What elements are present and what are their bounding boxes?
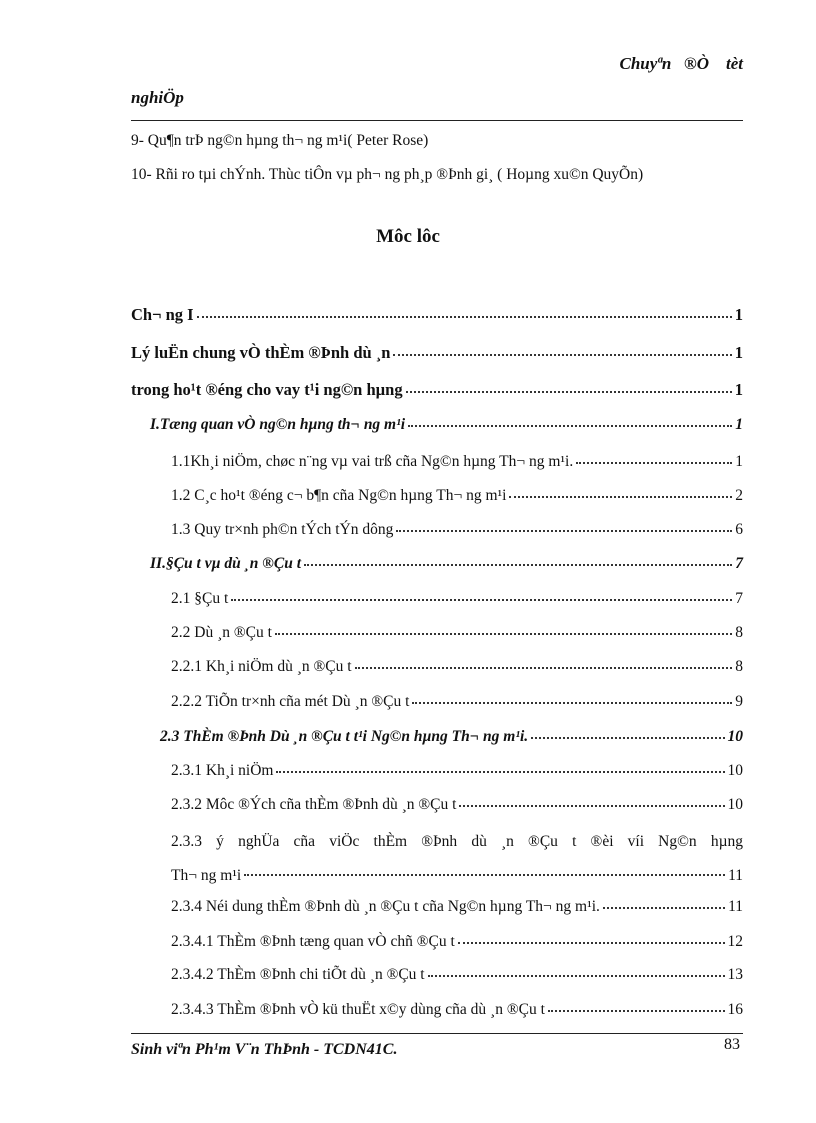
dot-leader [304, 548, 732, 566]
toc-entry-title: 2.3.4.3 ThÈm ®Þnh vÒ kü thuËt x©y dùng cña dù ¸n ®Çu t [171, 1000, 545, 1018]
toc-page-number: 7 [735, 589, 743, 607]
toc-entry[interactable] [171, 928, 743, 954]
reference-item: 9- Qu¶n trÞ ng©n hµng th¬ ng m¹i( Peter Rose) [131, 132, 429, 149]
toc-entry[interactable] [131, 339, 743, 365]
toc-entry[interactable] [171, 961, 743, 987]
toc-entry[interactable] [171, 791, 743, 817]
toc-page-number: 10 [727, 795, 743, 813]
footer-author: Sinh viªn Ph¹m V¨n ThÞnh - TCDN41C. [131, 1041, 398, 1058]
reference-item: 10- Rñi ro tµi chÝnh. Thùc tiÔn vµ ph¬ ng ph¸p ®Þnh gi¸ ( Hoµng xu©n QuyÕn) [131, 166, 644, 183]
page-number: 83 [724, 1036, 740, 1053]
toc-entry[interactable] [131, 376, 743, 402]
toc-page-number: 7 [735, 554, 743, 572]
header-rule [131, 120, 743, 121]
toc-entry-title: I.Tæng quan vÒ ng©n hµng th¬ ng m¹i [150, 415, 406, 433]
toc-entry-title: 2.2.2 TiÕn tr×nh cña mét Dù ¸n ®Çu t [171, 692, 410, 710]
dot-leader [396, 514, 732, 532]
toc-entry-title: 2.3.1 Kh¸i niÖm [171, 761, 274, 779]
toc-entry[interactable] [171, 825, 743, 893]
toc-page-number: 1 [734, 379, 743, 399]
toc-page-number: 10 [727, 761, 743, 779]
dot-leader [355, 651, 733, 669]
toc-entry[interactable] [171, 516, 743, 542]
toc-entry[interactable] [171, 688, 743, 714]
toc-entry[interactable] [171, 757, 743, 783]
toc-entry-title: 2.3.2 Môc ®Ých cña thÈm ®Þnh dù ¸n ®Çu t [171, 795, 457, 813]
toc-entry-title: 1.2 C¸c ho¹t ®éng c¬ b¶n cña Ng©n hµng Th¬ ng m¹i [171, 486, 507, 504]
toc-page-number: 8 [735, 657, 743, 675]
toc-entry[interactable] [171, 482, 743, 508]
toc-entry-title: Lý luËn chung vÒ thÈm ®Þnh dù ¸n [131, 342, 391, 362]
toc-page-number: 13 [727, 965, 743, 983]
toc-entry-title: 2.2.1 Kh¸i niÖm dù ¸n ®Çu t [171, 657, 352, 675]
toc-entry[interactable] [171, 585, 743, 611]
toc-entry-title: 2.3.4.2 ThÈm ®Þnh chi tiÕt dù ¸n ®Çu t [171, 965, 425, 983]
dot-leader [548, 994, 725, 1012]
toc-entry-title: trong ho¹t ®éng cho vay t¹i ng©n hµng [131, 379, 403, 399]
toc-entry[interactable] [160, 723, 743, 749]
dot-leader [276, 755, 724, 773]
dot-leader [459, 789, 724, 807]
toc-entry-title: II.§Çu t vµ dù ¸n ®Çu t [150, 554, 302, 572]
toc-entry[interactable] [150, 550, 743, 576]
toc-entry-title: 1.3 Quy tr×nh ph©n tÝch tÝn dông [171, 520, 394, 538]
toc-page-number: 11 [728, 867, 743, 884]
dot-leader [509, 480, 732, 498]
toc-entry-title: Ch¬ ng I [131, 304, 194, 324]
toc-entry[interactable] [171, 893, 743, 919]
dot-leader [275, 617, 732, 635]
toc-page-number: 2 [735, 486, 743, 504]
toc-entry-title: 2.3.3 ý nghÜa cña viÖc thÈm ®Þnh dù ¸n ®Çu t ®èi víi Ng©n hµng [171, 833, 743, 850]
header-title-right: Chuyªn ®Ò tèt [619, 54, 743, 73]
toc-entry-title: 1.1Kh¸i niÖm, chøc n¨ng vµ vai trß cña Ng©n hµng Th¬ ng m¹i. [171, 452, 574, 470]
toc-entry-title: 2.3.4.1 ThÈm ®Þnh tæng quan vÒ chñ ®Çu t [171, 932, 455, 950]
dot-leader [412, 686, 732, 704]
toc-page-number: 16 [727, 1000, 743, 1018]
toc-entry-title-continued: Th¬ ng m¹i [171, 867, 242, 884]
toc-entry[interactable] [131, 301, 743, 327]
toc-entry-title: 2.3.4 Néi dung thÈm ®Þnh dù ¸n ®Çu t cña Ng©n hµng Th¬ ng m¹i. [171, 897, 600, 915]
toc-entry-title: 2.1 §Çu t [171, 589, 229, 607]
dot-leader [576, 446, 732, 464]
dot-leader [406, 374, 732, 393]
toc-entry[interactable] [171, 996, 743, 1022]
dot-leader [531, 721, 724, 739]
toc-heading: Môc lôc [376, 226, 440, 247]
toc-page-number: 10 [727, 727, 743, 745]
dot-leader [408, 409, 732, 427]
toc-page-number: 9 [735, 692, 743, 710]
toc-page-number: 1 [735, 452, 743, 470]
toc-entry-title: 2.2 Dù ¸n ®Çu t [171, 623, 272, 641]
dot-leader [458, 926, 725, 944]
dot-leader [393, 337, 731, 356]
toc-page-number: 8 [735, 623, 743, 641]
toc-page-number: 1 [734, 304, 743, 324]
dot-leader [244, 859, 725, 877]
toc-page-number: 6 [735, 520, 743, 538]
toc-entry[interactable] [150, 411, 743, 437]
toc-entry-title: 2.3 ThÈm ®Þnh Dù ¸n ®Çu t t¹i Ng©n hµng Th¬ ng m¹i. [160, 727, 529, 745]
header-title-left: nghiÖp [131, 88, 184, 107]
toc-page-number: 1 [734, 342, 743, 362]
footer-rule [131, 1033, 743, 1034]
dot-leader [428, 959, 725, 977]
toc-entry[interactable] [171, 448, 743, 474]
reference-list [131, 124, 743, 192]
dot-leader [197, 299, 732, 318]
toc-entry[interactable] [171, 619, 743, 645]
dot-leader [231, 583, 732, 601]
toc-page-number: 11 [728, 897, 743, 915]
toc-page-number: 1 [735, 415, 743, 433]
toc-entry[interactable] [171, 653, 743, 679]
dot-leader [603, 891, 725, 909]
toc-page-number: 12 [727, 932, 743, 950]
